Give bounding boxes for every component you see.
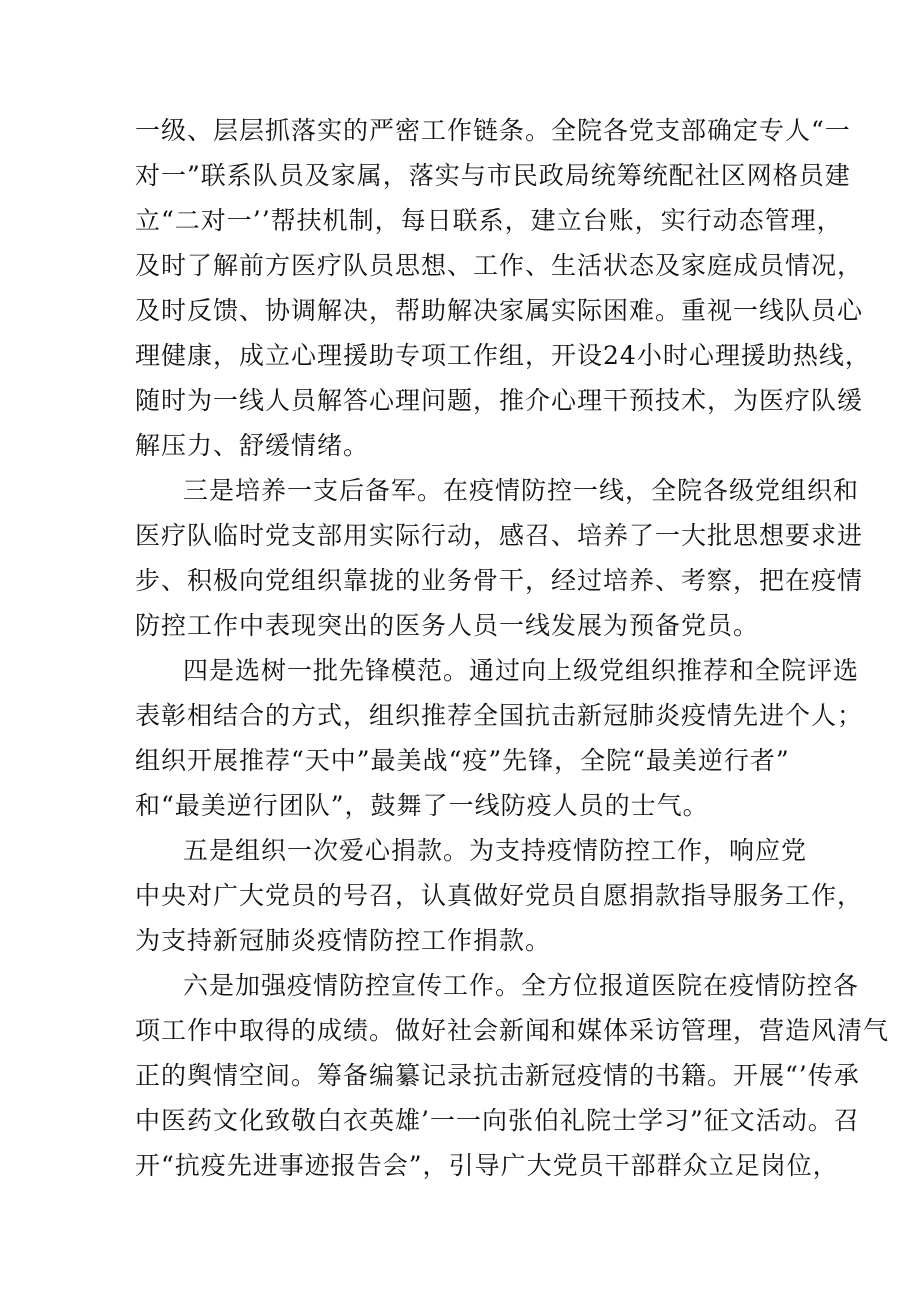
text-line: 开“抗疫先进事迹报告会”，引导广大党员干部群众立足岗位， (135, 1151, 839, 1180)
paragraph-first-line: 五是组织一次爱心捐款。为支持疫情防控工作，响应党 (183, 836, 808, 865)
text-line: 和“最美逆行团队”，鼓舞了一线防疫人员的士气。 (135, 791, 709, 820)
text-line: 为支持新冠肺炎疫情防控工作捐款。 (135, 926, 552, 955)
text-line: 步、积极向党组织靠拢的业务骨干，经过培养、考察，把在疫情 (135, 566, 864, 595)
text-line: 及时了解前方医疗队员思想、工作、生活状态及家庭成员情况， (135, 251, 864, 280)
text-line: 防控工作中表现突出的医务人员一线发展为预备党员。 (135, 611, 760, 640)
text-line: 中医药文化致敬白衣英雄’一一向张伯礼院士学习”征文活动。召 (135, 1106, 860, 1135)
text-line: 理健康，成立心理援助专项工作组，开设24小时心理援助热线， (135, 341, 871, 370)
text-line: 医疗队临时党支部用实际行动，感召、培养了一大批思想要求进 (135, 521, 864, 550)
text-line: 对一”联系队员及家属，落实与市民政局统筹统配社区网格员建 (135, 161, 851, 190)
text-line: 正的舆情空间。筹备编纂记录抗击新冠疫情的书籍。开展“’传承 (135, 1061, 860, 1090)
text-line: 表彰相结合的方式，组织推荐全国抗击新冠肺炎疫情先进个人； (135, 701, 864, 730)
paragraph-first-line: 四是选树一批先锋模范。通过向上级党组织推荐和全院评选 (183, 656, 860, 685)
paragraph-first-line: 六是加强疫情防控宣传工作。全方位报道医院在疫情防控各 (183, 971, 860, 1000)
paragraph-first-line: 三是培养一支后备军。在疫情防控一线，全院各级党组织和 (183, 476, 860, 505)
text-line: 立“二对一’’帮扶机制，每日联系，建立台账，实行动态管理， (135, 206, 843, 235)
text-line: 解压力、舒缓情绪。 (135, 431, 370, 460)
text-line: 及时反馈、协调解决，帮助解决家属实际困难。重视一线队员心 (135, 296, 864, 325)
text-line: 项工作中取得的成绩。做好社会新闻和媒体采访管理，营造风清气 (135, 1016, 890, 1045)
text-line: 组织开展推荐“天中”最美战“疫”先锋，全院“最美逆行者” (135, 746, 790, 775)
text-line: 一级、层层抓落实的严密工作链条。全院各党支部确定专人“一 (135, 116, 851, 145)
text-line: 随时为一线人员解答心理问题，推介心理干预技术，为医疗队缓 (135, 386, 864, 415)
text-line: 中央对广大党员的号召，认真做好党员自愿捐款指导服务工作， (135, 881, 864, 910)
